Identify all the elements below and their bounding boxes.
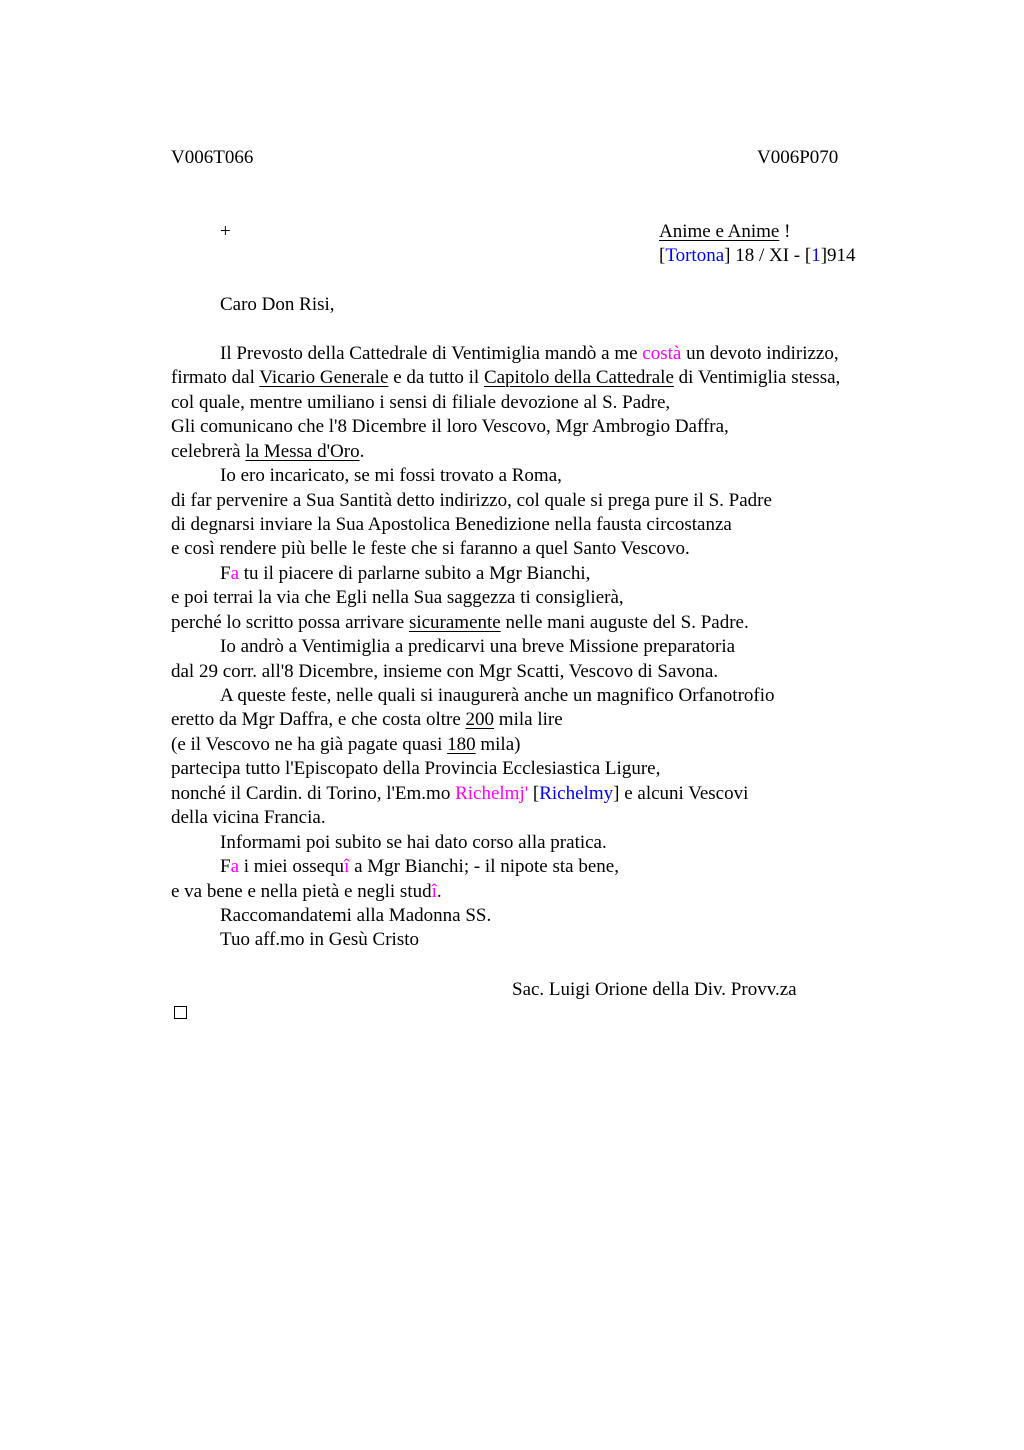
body-text: e va bene e nella pietà e negli stud [171, 881, 432, 902]
body-line [220, 342, 839, 366]
body-text: a Mgr Bianchi; - il nipote sta bene, [349, 856, 619, 877]
body-line [171, 880, 442, 904]
body-text: mila lire [494, 709, 563, 730]
body-text: . [359, 441, 365, 462]
body-line: e poi terrai la via che Egli nella Sua saggezza ti consiglierà, [171, 587, 624, 608]
underlined-text: 200 [465, 709, 495, 730]
underlined-text: la Messa d'Oro [245, 441, 360, 462]
body-text: Il Prevosto della Cattedrale di Ventimiglia mandò a me [220, 343, 643, 364]
body-line [220, 855, 619, 879]
correction-text: Richelmj' [455, 783, 529, 804]
body-line [171, 733, 520, 757]
body-text: . [436, 881, 442, 902]
date-year-rest: ]914 [820, 245, 856, 266]
signature: Sac. Luigi Orione della Div. Provv.za [512, 979, 797, 1000]
body-line: A queste feste, nelle quali si inaugurerà anche un magnifico Orfanotrofio [220, 685, 775, 706]
square-marker-icon [174, 1006, 187, 1019]
body-line: della vicina Francia. [171, 807, 326, 828]
motto [659, 220, 790, 244]
body-text: celebrerà [171, 441, 246, 462]
body-text: di Ventimiglia stessa, [673, 367, 841, 388]
correction-text: a [230, 563, 240, 584]
body-line: Gli comunicano che l'8 Dicembre il loro Vescovo, Mgr Ambrogio Daffra, [171, 416, 729, 437]
body-line: Raccomandatemi alla Madonna SS. [220, 905, 492, 926]
body-text: nonché il Cardin. di Torino, l'Em.mo [171, 783, 456, 804]
body-line: Io andrò a Ventimiglia a predicarvi una breve Missione preparatoria [220, 636, 736, 657]
body-text: i miei ossequ [239, 856, 345, 877]
correction-text: costà [642, 343, 682, 364]
insertion-text: Richelmy [539, 783, 614, 804]
body-text: firmato dal [171, 367, 260, 388]
body-text: F [220, 563, 231, 584]
body-line: Io ero incaricato, se mi fossi trovato a Roma, [220, 465, 562, 486]
underlined-text: 180 [447, 734, 476, 755]
body-line [171, 440, 364, 464]
date-bracket-close: ] [724, 245, 731, 266]
document-code-left: V006T066 [171, 147, 254, 168]
date-bracket-open: [ [659, 245, 666, 266]
body-text: ] e alcuni Vescovi [613, 783, 749, 804]
body-line [171, 611, 749, 635]
underlined-text: Vicario Generale [259, 367, 389, 388]
date-line [659, 244, 856, 268]
body-line [171, 708, 563, 732]
body-line [171, 782, 748, 806]
correction-text: î [431, 881, 437, 902]
date-rest: 18 / XI - [ [730, 245, 812, 266]
underlined-text: Capitolo della Cattedrale [483, 367, 674, 388]
body-text: perché lo scritto possa arrivare [171, 612, 409, 633]
body-line: partecipa tutto l'Episcopato della Provincia Ecclesiastica Ligure, [171, 758, 661, 779]
body-line: Informami poi subito se hai dato corso alla pratica. [220, 832, 607, 853]
date-place: Tortona [665, 245, 725, 266]
document-code-right: V006P070 [757, 147, 839, 168]
body-text: tu il piacere di parlarne subito a Mgr Bianchi, [239, 563, 591, 584]
body-line: dal 29 corr. all'8 Dicembre, insieme con Mgr Scatti, Vescovo di Savona. [171, 661, 719, 682]
cross-mark: + [220, 221, 231, 242]
motto-text: Anime e Anime [659, 221, 780, 242]
date-year-digit: 1 [811, 245, 821, 266]
body-text: (e il Vescovo ne ha già pagate quasi [171, 734, 448, 755]
body-text: un devoto indirizzo, [681, 343, 839, 364]
body-line: e così rendere più belle le feste che si faranno a quel Santo Vescovo. [171, 538, 690, 559]
body-text: [ [528, 783, 540, 804]
body-text: mila) [475, 734, 521, 755]
body-text: nelle mani auguste del S. Padre. [500, 612, 749, 633]
correction-text: î [344, 856, 350, 877]
closing-line: Tuo aff.mo in Gesù Cristo [220, 929, 419, 950]
salutation: Caro Don Risi, [220, 294, 335, 315]
body-line: col quale, mentre umiliano i sensi di filiale devozione al S. Padre, [171, 392, 671, 413]
body-text: F [220, 856, 231, 877]
body-line [171, 366, 840, 390]
motto-exclamation: ! [779, 221, 791, 242]
body-line [220, 562, 590, 586]
body-line: di degnarsi inviare la Sua Apostolica Benedizione nella fausta circostanza [171, 514, 732, 535]
correction-text: a [230, 856, 240, 877]
body-text: eretto da Mgr Daffra, e che costa oltre [171, 709, 466, 730]
body-text: e da tutto il [388, 367, 484, 388]
body-line: di far pervenire a Sua Santità detto indirizzo, col quale si prega pure il S. Padre [171, 490, 772, 511]
underlined-text: sicuramente [408, 612, 501, 633]
